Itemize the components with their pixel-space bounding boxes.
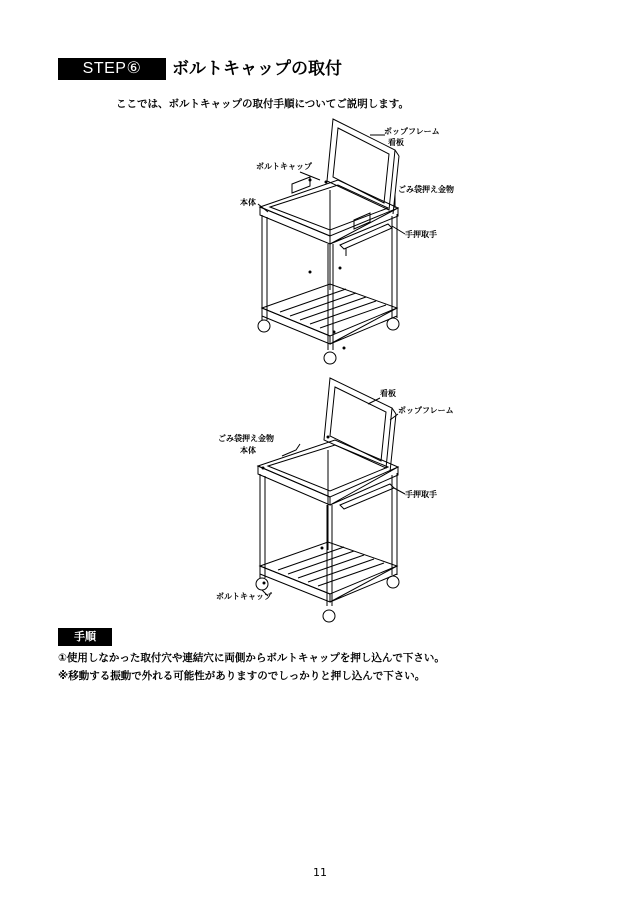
fig1-label-bolt-cap: ボルトキャップ — [256, 162, 312, 171]
fig1-label-pop-frame: ポップフレーム — [384, 127, 440, 136]
fig1-label-bag-holder: ごみ袋押え金物 — [398, 185, 454, 194]
fig2-label-pop-frame: ポップフレーム — [398, 406, 454, 415]
procedure-note: ※移動する振動で外れる可能性がありますのでしっかりと押し込んで下さい。 — [58, 670, 426, 682]
procedure-step-1: ①使用しなかった取付穴や連結穴に両側からボルトキャップを押し込んで下さい。 — [58, 652, 445, 664]
page-title: ボルトキャップの取付 — [172, 59, 342, 79]
page-number: 11 — [313, 866, 327, 879]
fig1-label-signboard: 看板 — [388, 138, 404, 147]
step-badge: STEP⑥ — [58, 58, 166, 80]
fig2-label-body: 本体 — [240, 446, 256, 455]
fig1-label-handle: 手押取手 — [405, 230, 437, 239]
fig1-label-body: 本体 — [240, 198, 256, 207]
procedure-badge: 手順 — [58, 628, 112, 646]
fig2-label-handle: 手押取手 — [405, 490, 437, 499]
intro-text: ここでは、ボルトキャップの取付手順についてご説明します。 — [116, 98, 409, 110]
fig2-label-bolt-cap: ボルトキャップ — [216, 592, 272, 601]
fig2-label-signboard: 看板 — [380, 389, 396, 398]
fig2-label-bag-holder: ごみ袋押え金物 — [218, 434, 274, 443]
